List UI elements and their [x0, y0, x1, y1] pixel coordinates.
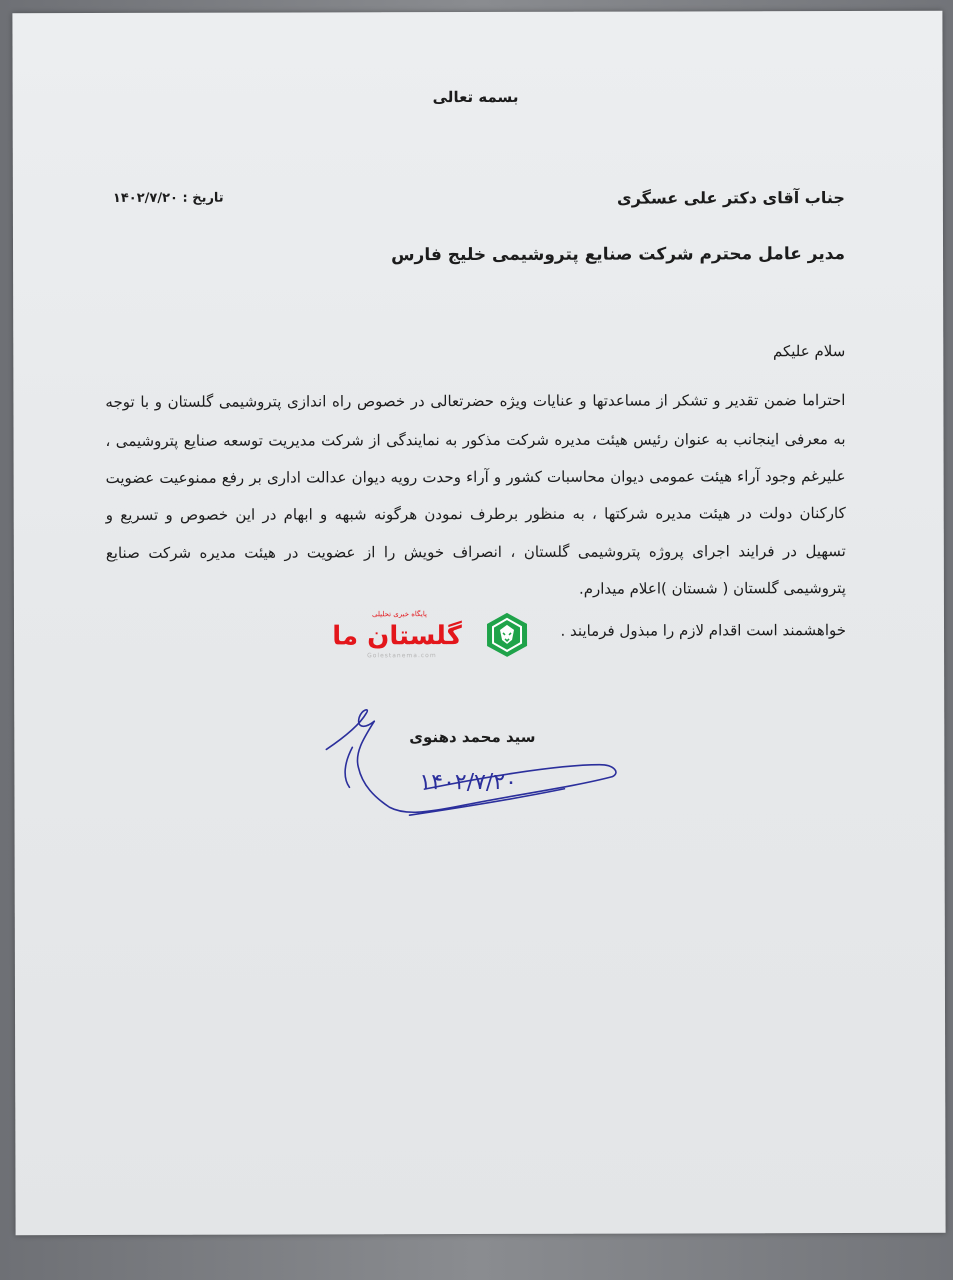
- handwritten-signature: [314, 707, 624, 838]
- handwritten-date: ۱۴۰۲/۷/۲۰: [419, 769, 517, 796]
- recipient-title: مدیر عامل محترم شرکت صنایع پتروشیمی خلیج فارس: [391, 244, 846, 266]
- letter-page: [12, 11, 945, 1235]
- closing-line: خواهشمند است اقدام لازم را مبذول فرمایند .: [560, 621, 847, 640]
- greeting: سلام علیکم: [772, 342, 846, 361]
- lion-badge-icon: [484, 612, 530, 658]
- body-line-2: به معرفی اینجانب به عنوان رئیس هیئت مدیره شرکت مذکور به نمایندگی از شرکت مدیریت توسعه صنایع پتروشیمی ،: [105, 430, 846, 450]
- watermark-brand: گلستان ما: [332, 621, 462, 652]
- body-line-3: علیرغم وجود آراء هیئت عمومی دیوان محاسبات کشور و آراء وحدت رویه دیوان عدالت اداری بر رفع ممنوعیت عضویت: [105, 467, 846, 487]
- signer-name: سید محمد دهنوی: [409, 727, 536, 747]
- watermark-site: Golestanema.com: [367, 652, 437, 660]
- body-line-6: پتروشیمی گلستان ( شستان )اعلام میدارم.: [578, 579, 846, 598]
- body-line-5: تسهیل در فرایند اجرای پروژه پتروشیمی گلستان ، انصراف خویش را از عضویت در هیئت مدیره شرکت صنایع: [105, 542, 846, 562]
- body-line-1: احتراما ضمن تقدیر و تشکر از مساعدتها و عنایات ویژه حضرتعالی در خصوص راه اندازی پتروشیمی گلستان و با توجه: [105, 391, 846, 411]
- invocation: بسمه تعالی: [432, 87, 519, 107]
- watermark-tagline: پایگاه خبری تحلیلی: [371, 610, 427, 619]
- watermark-logo: [332, 604, 532, 665]
- body-line-4: کارکنان دولت در هیئت مدیره شرکتها ، به منظور برطرف نمودن هرگونه شبهه و ابهام در این خصوص و تسریع و: [105, 504, 846, 524]
- letter-date: تاریخ : ۱۴۰۲/۷/۲۰: [112, 190, 224, 206]
- recipient-name: جناب آقای دکتر علی عسگری: [617, 188, 845, 208]
